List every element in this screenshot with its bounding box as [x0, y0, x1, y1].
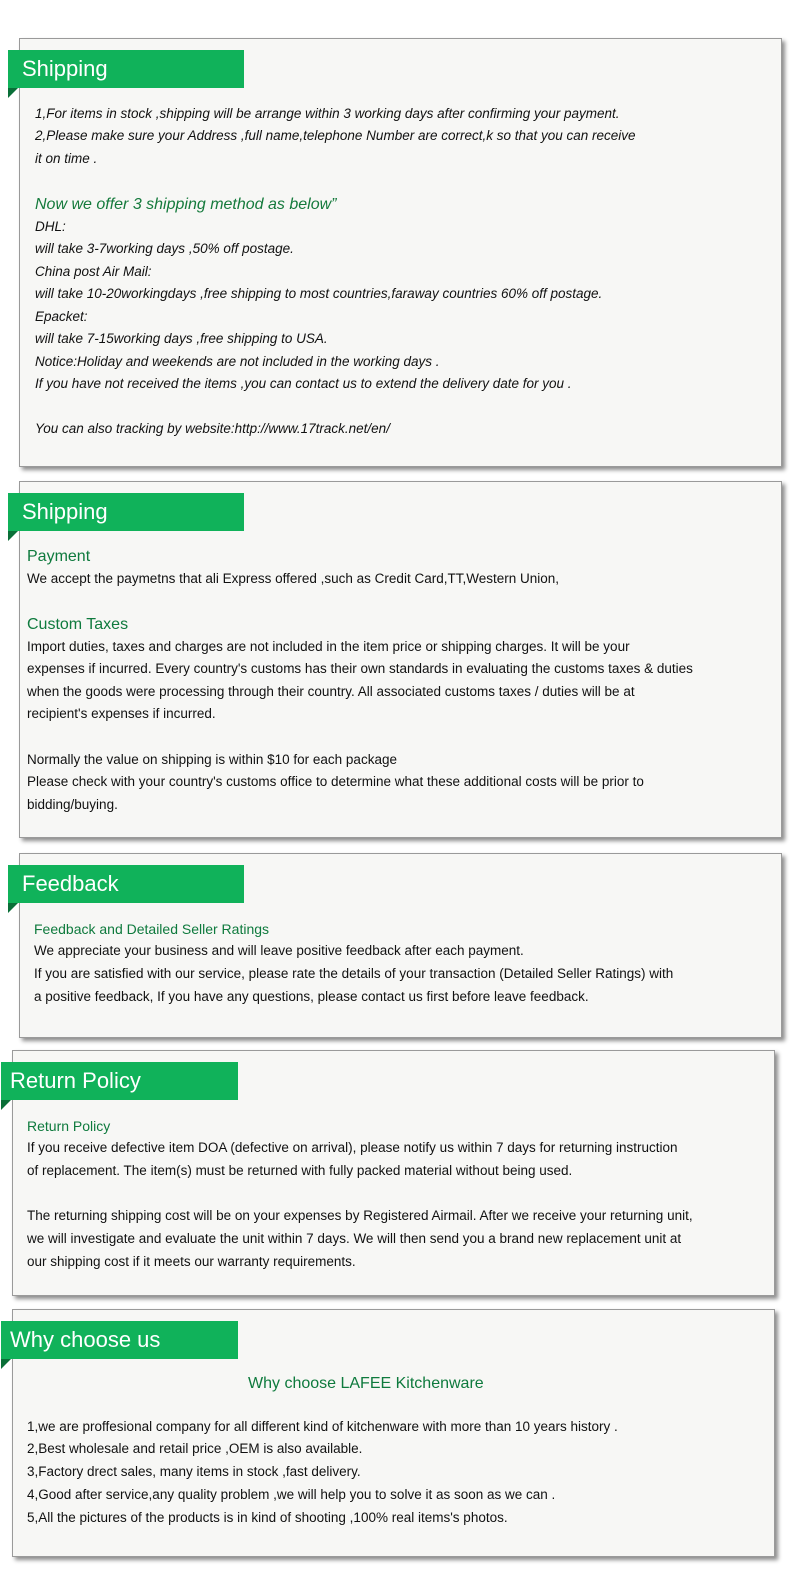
value-line: bidding/buying. [27, 797, 118, 812]
feedback-line: If you are satisfied with our service, please rate the details of your transaction (Detailed Seller Ratings) with [34, 966, 674, 981]
why-line: 4,Good after service,any quality problem ,we will help you to solve it as soon as we can . [27, 1487, 556, 1502]
feedback-tab: Feedback [8, 865, 244, 903]
taxes-line: recipient's expenses if incurred. [27, 706, 216, 721]
shipping-tab: Shipping [8, 50, 244, 88]
taxes-heading: Custom Taxes [27, 616, 129, 633]
feedback-heading: Feedback and Detailed Seller Ratings [34, 921, 270, 937]
shipping-line-3: it on time . [35, 151, 98, 166]
return-line: of replacement. The item(s) must be returned with fully packed material without being used. [27, 1163, 573, 1178]
why-choose-tab: Why choose us [1, 1321, 238, 1359]
why-line: 3,Factory drect sales, many items in stock ,fast delivery. [27, 1464, 361, 1479]
method-line: Epacket: [35, 309, 88, 324]
return-line: The returning shipping cost will be on your expenses by Registered Airmail. After we receive your returning unit, [27, 1208, 693, 1223]
shipping-line-2: 2,Please make sure your Address ,full name,telephone Number are correct,k so that you can receive [35, 128, 636, 143]
feedback-line: We appreciate your business and will leave positive feedback after each payment. [34, 943, 524, 958]
why-line: 1,we are proffesional company for all different kind of kitchenware with more than 10 years history . [27, 1419, 618, 1434]
shipping-line-1: 1,For items in stock ,shipping will be arrange within 3 working days after confirming your payment. [35, 106, 620, 121]
payment-heading: Payment [27, 548, 91, 565]
value-line: Please check with your country's customs office to determine what these additional costs will be prior to [27, 774, 644, 789]
return-line: If you receive defective item DOA (defective on arrival), please notify us within 7 days for returning instruction [27, 1140, 678, 1155]
taxes-line: expenses if incurred. Every country's customs has their own standards in evaluating the customs taxes & duties [27, 661, 693, 676]
shipping-tab-2: Shipping [8, 493, 244, 531]
return-line: our shipping cost if it meets our warranty requirements. [27, 1254, 356, 1269]
why-line: 5,All the pictures of the products is in kind of shooting ,100% real items's photos. [27, 1510, 508, 1525]
return-policy-heading: Return Policy [27, 1118, 111, 1134]
return-policy-tab: Return Policy [1, 1062, 238, 1100]
value-line: Normally the value on shipping is within $10 for each package [27, 752, 397, 767]
method-line: will take 7-15working days ,free shipping to USA. [35, 331, 328, 346]
method-line: DHL: [35, 219, 66, 234]
payment-text: We accept the paymetns that ali Express offered ,such as Credit Card,TT,Western Union, [27, 571, 559, 586]
method-line: will take 10-20workingdays ,free shipping to most countries,faraway countries 60% off postage. [35, 286, 603, 301]
feedback-line: a positive feedback, If you have any questions, please contact us first before leave feedback. [34, 989, 589, 1004]
tracking-line: You can also tracking by website:http://www.17track.net/en/ [35, 421, 390, 436]
taxes-line: Import duties, taxes and charges are not included in the item price or shipping charges. It will be your [27, 639, 630, 654]
return-line: we will investigate and evaluate the unit within 7 days. We will then send you a brand new replacement unit at [27, 1231, 682, 1246]
method-line: will take 3-7working days ,50% off postage. [35, 241, 294, 256]
why-choose-heading: Why choose LAFEE Kitchenware [248, 1375, 484, 1392]
taxes-line: when the goods were processing through their country. All associated customs taxes / duties will be at [27, 684, 635, 699]
method-line: Notice:Holiday and weekends are not included in the working days . [35, 354, 440, 369]
why-line: 2,Best wholesale and retail price ,OEM is also available. [27, 1441, 363, 1456]
shipping-method-heading: Now we offer 3 shipping method as below” [35, 196, 337, 213]
method-line: China post Air Mail: [35, 264, 152, 279]
method-line: If you have not received the items ,you can contact us to extend the delivery date for you . [35, 376, 572, 391]
